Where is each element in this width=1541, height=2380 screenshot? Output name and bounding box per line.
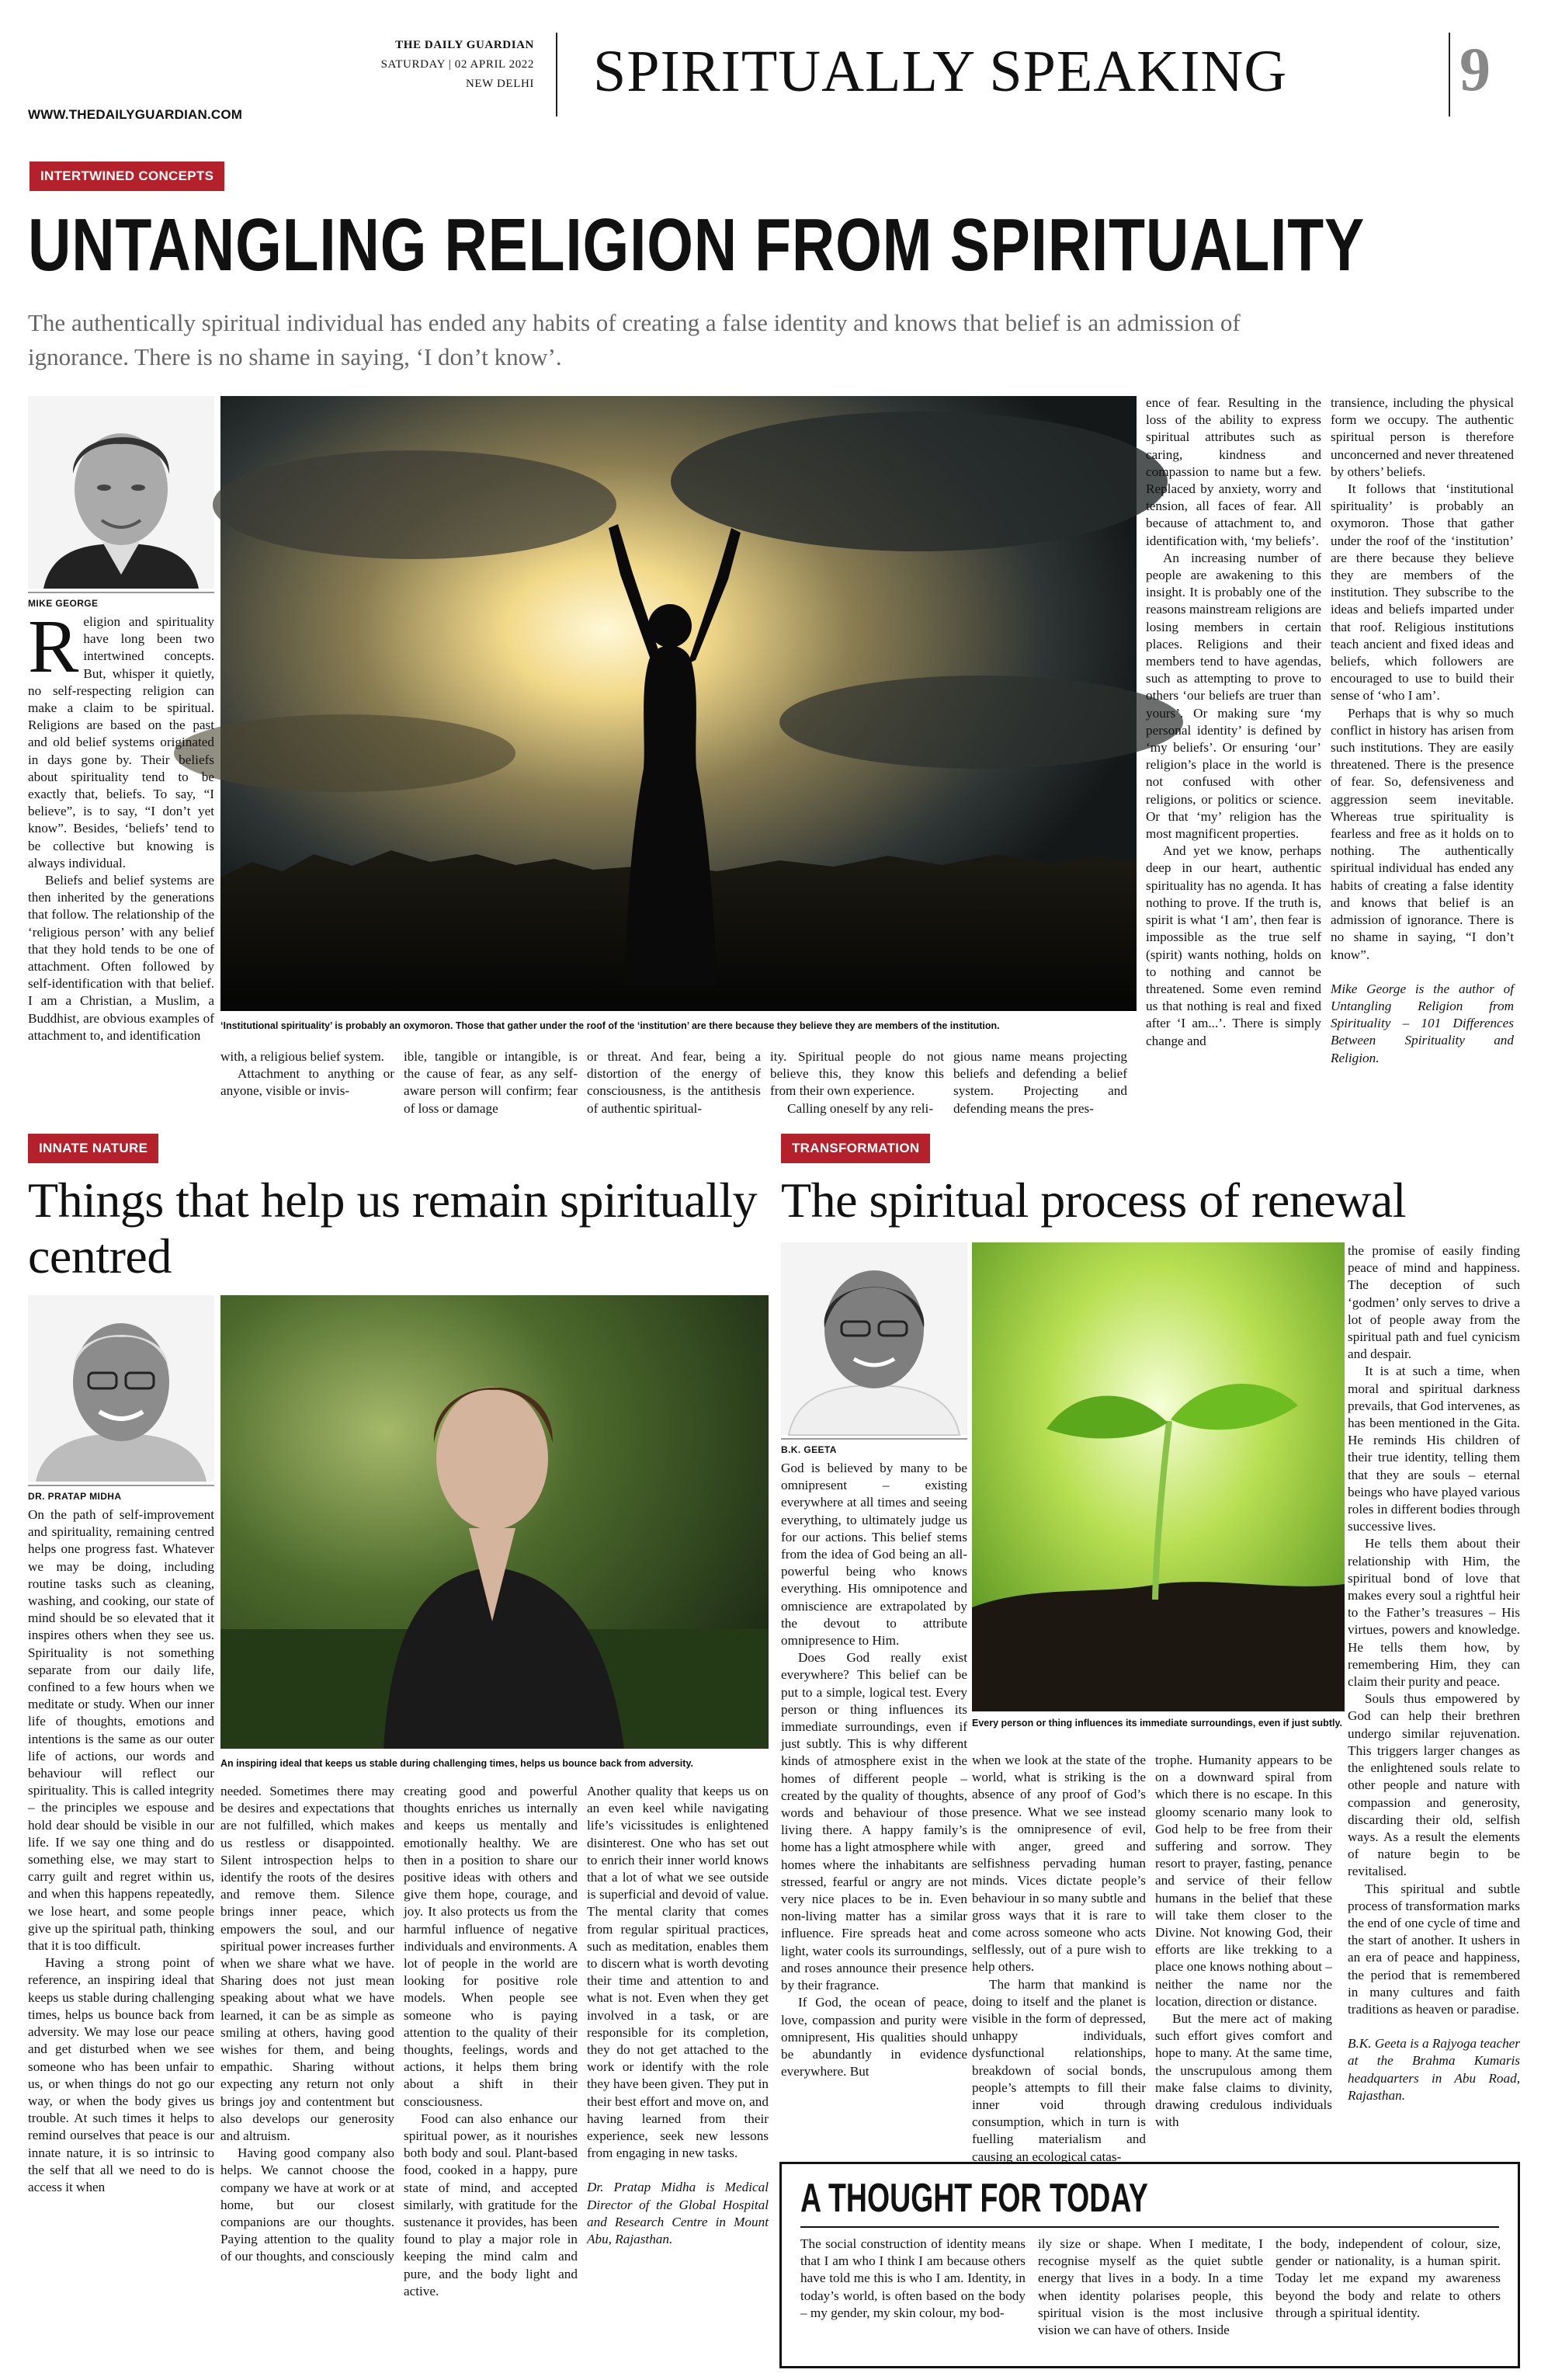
issue-date: SATURDAY | 02 APRIL 2022 xyxy=(380,58,534,71)
article1-column-8: transience, including the physical form we occupy. The authentic spiritual person is therefore unconcerned and never threatened by others’ beliefs. It follows that ‘institutional spirituality’ is probably an oxymoron. Those that gather under the roof of the ‘institution’ are there because they believe they are members of the institution. They subscribe to the ideas and beliefs imparted under that roof. Religious institutions teach ancient and fixed ideas and beliefs, which followers are encouraged to use to build their sense of ‘who I am’. Perhaps that is why so much conflict in history has arisen from such institutions. They are easily threatened. There is the presence of fear. So, defensiveness and aggression seem inevitable. Whereas true spirituality is fearless and free as it holds on to nothing. The authentically spiritual individual has ended any habits of creating a false identity and knows that belief is an admission of ignorance. There is no shame in saying, “I don’t know”. Mike George is the author of Untangling Religion from Spirituality – 101 Differences Between Spirituality and Religion. xyxy=(1331,394,1514,1121)
author-photo-bk-geeta xyxy=(781,1242,967,1435)
thought-box xyxy=(779,2162,1520,2368)
thought-column-1: The social construction of identity means that I am who I think I am because others have told me this is who I am. Identity, in today’s world, is often based on the body – my gender, my skin colour, my bod- xyxy=(800,2236,1026,2320)
masthead-divider xyxy=(556,33,557,116)
article3-column-1: God is believed by many to be omnipresent – existing everywhere at all times and seeing everything, to ultimately judge us for our actions. This belief stems from the idea of God being an all-powerful being who knows everything. His omnipotence and omniscience are extrapolated by the devout to attribute omnipresence to Him. Does God really exist everywhere? This belief can be put to a simple, logical test. Every person or thing influences its immediate surroundings, even if just subtly. This is why different kinds of atmosphere exist in the homes of different people – created by the quality of thoughts, words and behaviour of those living there. A happy family’s home has a light atmosphere while homes where the inhabitants are stressed, fearful or angry are not very nice places to be in. Even non-living matter has a similar influence. Fire spreads heat and light, water cools its surroundings, and roses announce their presence by their fragrance. If God, the ocean of peace, love, compassion and purity were omnipresent, His qualities should be abundantly in evidence everywhere. But xyxy=(781,1461,967,2079)
article2-column-1: On the path of self-improvement and spirituality, remaining centred helps one progress fast. Whatever we may be doing, including routine tasks such as cleaning, washing, and cooking, our state of mind should be so elevated that it inspires others when they see us. Spirituality is not something separate from our daily life, confined to a few hours when we meditate or study. When our inner life of thoughts, emotions and intentions is the same as our outer life of actions, our words and behaviour will reflect our spirituality. This is called integrity – the principles we espouse and hold dear should be visible in our life. If we say one thing and do something else, we may start to carry guilt and regret within us, and when this happens repeatedly, we lose heart, and some people give up the spiritual path, thinking that it is too difficult. Having a strong point of reference, an inspiring ideal that keeps us stable during challenging times, helps us bounce back from adversity. We may lose our peace and get disturbed when we see someone who has been unfair to us, or when things do not go our way, or when the body gives us trouble. At such times it helps to remind ourselves that peace is our innate nature, it is so intrinsic to the self that all we need to do is access it when xyxy=(28,1507,214,2194)
thought-column-2: ily size or shape. When I meditate, I recognise myself as the quiet subtle energy that lives in a body. In a time when identity polarises people, this spiritual vision is the most inclusive vision we can have of others. Inside xyxy=(1038,2236,1263,2338)
article3-column-2: when we look at the state of the world, what is striking is the absence of any proof of God’s presence. What we see instead is the omnipresence of evil, with anger, greed and selfishness pervading human minds. Vices dictate people’s behaviour in so many subtle and gross ways that it is rare to come across someone who acts selflessly, out of a pure wish to help others. The harm that mankind is doing to itself and the planet is visible in the form of depressed, unhappy individuals, dysfunctional relationships, breakdown of social bonds, people’s attempts to fill their inner void through consumption, which in turn is fuelling materialism and causing an ecological catas- xyxy=(972,1753,1146,2164)
article1-column-4: or threat. And fear, being a distortion of the energy of consciousness, is the antithesis of authentic spiritual- xyxy=(587,1049,761,1116)
article1-photo-caption: ‘Institutional spirituality’ is probably an oxymoron. Those that gather under the roof of the ‘institution’ are there because they believe they are members of the institution. xyxy=(220,1020,1000,1031)
section-title: SPIRITUALLY SPEAKING xyxy=(593,39,1288,104)
article3-headline: The spiritual process of renewal xyxy=(781,1173,1407,1228)
page-divider xyxy=(1449,33,1450,116)
article1-dropcap: R xyxy=(28,605,79,689)
main-photo-praying-silhouette xyxy=(220,396,1137,1011)
article1-column-6: gious name means projecting beliefs and defending a belief system. Projecting and defending means the pres- xyxy=(953,1049,1127,1116)
article1-headline: UNTANGLING RELIGION FROM SPIRITUALITY xyxy=(28,203,1365,287)
article1-column-3: ible, tangible or intangible, is the cause of fear, as any self-aware person will confirm; fear of loss or damage xyxy=(404,1049,578,1116)
article1-column-7: ence of fear. Resulting in the loss of the ability to express spiritual attributes such as caring, kindness and compassion to name but a few. Replaced by anxiety, worry and tension, all faces of fear. All because of attachment to, and identification with, ‘my beliefs’. An increasing number of people are awakening to this insight. It is probably one of the reasons mainstream religions are losing members in certain places. Religions and their members tend to have agendas, such as attempting to prove to others ‘our beliefs are truer than yours’. Or making sure ‘my personal identity’ is defined by ‘my beliefs’. Or ensuring ‘our’ religion’s place in the world is not confused with other religions, or politics or science. Or that ‘my’ religion has the most magnificent properties. And yet we know, perhaps deep in our heart, authentic spirituality has no agenda. It has nothing to prove. If the truth is, spirit is what ‘I am’, then fear is impossible as the true self (spirit) wants nothing, holds on to nothing and cannot be threatened. Some even remind us that nothing is real and fixed after ‘I am...’. There is simply change and xyxy=(1146,395,1321,1048)
author-name-pratap-midha: DR. PRATAP MIDHA xyxy=(28,1485,214,1502)
article2-column-4: Another quality that keeps us on an even keel while navigating life’s vicissitudes is enlightened disinterest. One who has set out to enrich their inner world knows that a lot of what we see outside is superficial and devoid of value. The mental clarity that comes from regular spiritual practices, such as meditation, enables them to discern what is worth devoting their time and attention to and what is not. Even when they get involved in a task, or are responsible for its completion, they do not get attached to the work or identify with the role they have been given. They put in their best effort and move on, and having learned from their experience, seek new lessons from engaging in new tasks. Dr. Pratap Midha is Medical Director of the Global Hospital and Research Centre in Mount Abu, Rajasthan. xyxy=(587,1783,769,2367)
thought-title: A THOUGHT FOR TODAY xyxy=(800,2176,1148,2221)
article1-column-5: ity. Spiritual people do not believe this, they know this from their own experience. Calling oneself by any reli- xyxy=(770,1049,944,1116)
article2-column-3: creating good and powerful thoughts enriches us internally and keeps us mentally and emotionally healthy. We are then in a position to share our positive ideas with others and give them hope, courage, and joy. It also protects us from the harmful influence of negative individuals and environments. A lot of people in the world are looking for positive role models. When people see someone who is paying attention to the quality of their thoughts, feelings, words and actions, it helps them bring about a shift in their consciousness. Food can also enhance our spiritual power, as it nourishes both body and soul. Plant-based food, cooked in a happy, pure state of mind, and accepted similarly, with gratitude for the sustenance it provides, has been found to play a major role in keeping the mind calm and pure, and the body light and active. xyxy=(404,1784,578,2298)
article3-tag: TRANSFORMATION xyxy=(781,1134,930,1163)
article2-headline: Things that help us remain spiritually centred xyxy=(28,1173,758,1284)
article1-column-1: R eligion and spirituality have long been two intertwined concepts. But, whisper it quietly, no self-respecting religion can make a claim to be spiritual. Religions are based on the past and old belief systems originated in days gone by. Their beliefs about spirituality tend to be exactly that, beliefs. To say, “I believe”, is to say, “I don’t yet know”. Besides, ‘beliefs’ tend to be collective but knowing is always individual. Beliefs and belief systems are then inherited by the generations that follow. The relationship of the ‘religious person’ with any belief that they hold tends to be one of attachment. Often followed by self-identification with that belief. I am a Christian, a Muslim, a Buddhist, are obvious examples of attachment to, and identification xyxy=(28,605,214,1043)
issue-city: NEW DELHI xyxy=(465,78,534,90)
article3-column-4: the promise of easily finding peace of mind and happiness. The deception of such ‘godmen’ only serves to drive a lot of people away from the spiritual path and fuel cynicism and despair. It is at such a time, when moral and spiritual darkness prevails, that God intervenes, as has been mentioned in the Gita. He reminds His children of their true identity, telling them that they are souls – eternal beings who have played various roles in different bodies through successive lives. He tells them about their relationship with Him, the spiritual bond of love that makes every soul a rightful heir to the Father’s treasures – His virtues, powers and knowledge. He tells them how, by remembering Him, they can claim their purity and peace. Souls thus empowered by God can help their brethren undergo similar rejuvenation. This triggers larger changes as the enlightened souls relate to other people and nature with compassion and generosity, discarding their old, selfish ways. As a result the elements of nature begin to be revitalised. This spiritual and subtle process of transformation marks the end of one cycle of time and the start of another. It ushers in an era of peace and happiness, the period that is remembered in many cultures and faith traditions as heaven or paradise. B.K. Geeta is a Rajyoga teacher at the Brahma Kumaris headquarters in Abu Road, Rajasthan. xyxy=(1348,1242,1520,2149)
website-url[interactable]: WWW.THEDAILYGUARDIAN.COM xyxy=(28,107,243,122)
thought-rule xyxy=(800,2226,1499,2228)
article3-column-3: trophe. Humanity appears to be on a downward spiral from which there is no escape. In this gloomy scenario many look to God help to be free from their suffering and sorrow. They resort to prayer, fasting, penance and service of their fellow humans in the belief that these will take them closer to the Divine. Not knowing God, their efforts are like trekking to a place one knows nothing about – neither the name nor the location, direction or distance. But the mere act of making such effort gives comfort and hope to many. At the same time, the unscrupulous among them make false claims to divinity, drawing credulous individuals with xyxy=(1155,1753,1332,2130)
article2-photo-caption: An inspiring ideal that keeps us stable during challenging times, helps us bounce back from adversity. xyxy=(220,1758,693,1769)
article2-column-2: needed. Sometimes there may be desires and expectations that are not fulfilled, which makes us restless or disappointed. Silent introspection helps to identify the roots of the desires and remove them. Silence brings inner peace, which empowers the soul, and our spiritual power increases further when we share what we have. Sharing does not just mean speaking about what we have learned, it can be as simple as smiling at others, having good wishes for them, and being empathic. Sharing without expecting any return not only brings joy and contentment but also develops our generosity and altruism. Having good company also helps. We cannot choose the company we have at work or at home, but our closest companions are our thoughts. Paying attention to the quality of our thoughts, and consciously xyxy=(220,1784,394,2264)
article2-tag: INNATE NATURE xyxy=(28,1134,158,1163)
article1-deck: The authentically spiritual individual has ended any habits of creating a false identity and knows that belief is an admission of ignorance. There is no shame in saying, ‘I don’t know’. xyxy=(28,309,1241,370)
article3-photo-caption: Every person or thing influences its immediate surroundings, even if just subtly. xyxy=(972,1718,1342,1729)
page-number: 9 xyxy=(1459,36,1491,104)
author-photo-mike-george xyxy=(28,396,214,589)
paper-name: THE DAILY GUARDIAN xyxy=(395,39,534,51)
article2-author-credit: Dr. Pratap Midha is Medical Director of the Global Hospital and Research Centre in Mount Abu, Rajasthan. xyxy=(587,2180,769,2247)
article1-column-2: with, a religious belief system. Attachment to anything or anyone, visible or invis- xyxy=(220,1049,394,1099)
thought-column-3: the body, independent of colour, size, gender or nationality, is a human spirit. Today let me expand my awareness beyond the body and relate to others through a spiritual identity. xyxy=(1275,2236,1501,2320)
author-name-bk-geeta: B.K. GEETA xyxy=(781,1438,967,1455)
author-name-mike-george: MIKE GEORGE xyxy=(28,592,214,609)
main-photo-man-praying xyxy=(220,1295,769,1749)
article1-author-credit: Mike George is the author of Untangling Religion from Spirituality – 101 Differences Between Spirituality and Religion. xyxy=(1331,981,1514,1065)
article3-author-credit: B.K. Geeta is a Rajyoga teacher at the Brahma Kumaris headquarters in Abu Road, Rajasthan. xyxy=(1348,2036,1520,2103)
article1-tag: INTERTWINED CONCEPTS xyxy=(30,162,224,191)
main-photo-seedling xyxy=(972,1242,1345,1711)
author-photo-pratap-midha xyxy=(28,1295,214,1482)
